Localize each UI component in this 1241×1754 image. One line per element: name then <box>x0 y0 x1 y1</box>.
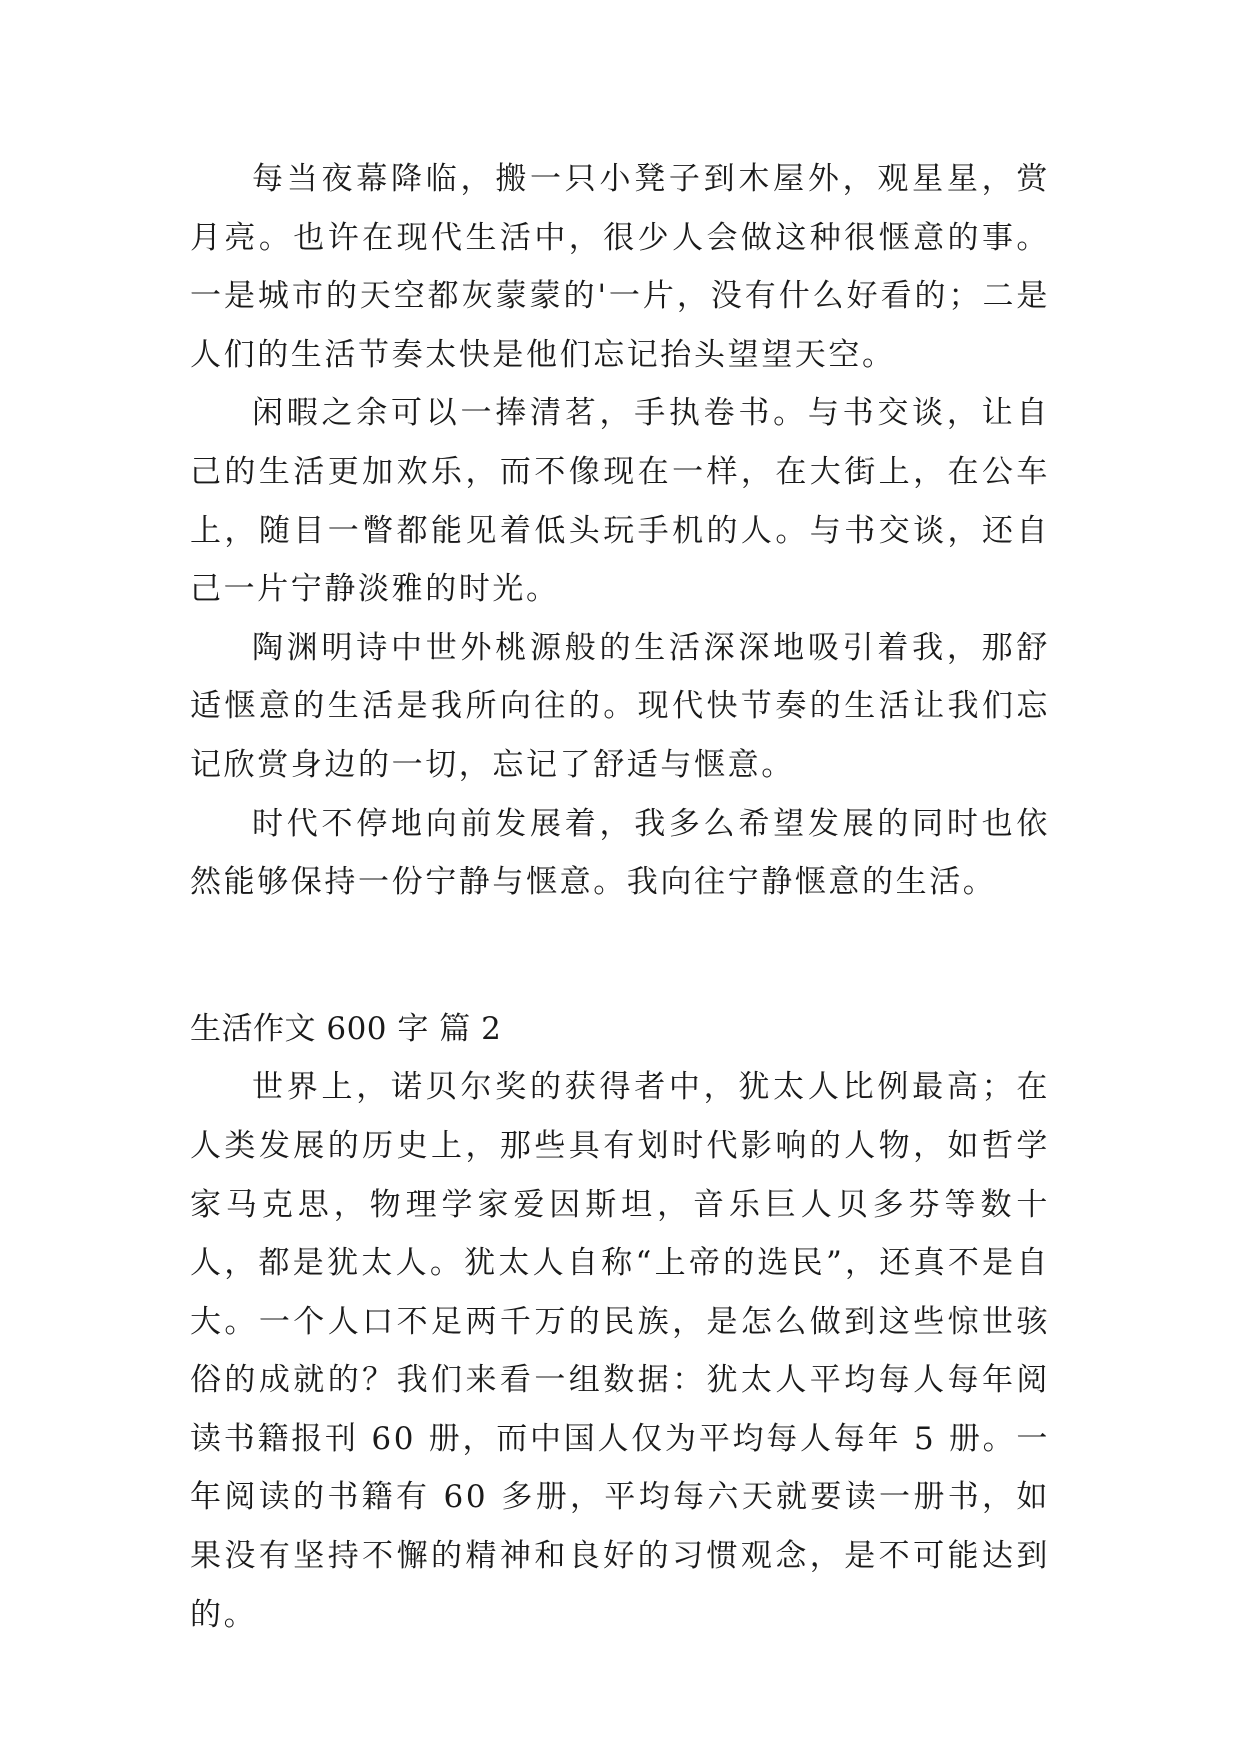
document-body <box>190 150 1050 1644</box>
paragraph-tao-yuanming: 陶渊明诗中世外桃源般的生活深深地吸引着我，那舒适惬意的生活是我所向往的。现代快节奏的生活让我们忘记欣赏身边的一切，忘记了舒适与惬意。 <box>190 629 1050 783</box>
paragraph-night-sky: 每当夜幕降临，搬一只小凳子到木屋外，观星星，赏月亮。也许在现代生活中，很少人会做这种很惬意的事。一是城市的天空都灰蒙蒙的'一片，没有什么好看的；二是人们的生活节奏太快是他们忘记抬头望望天空。 <box>190 161 1050 373</box>
paragraph-jewish-reading: 世界上，诺贝尔奖的获得者中，犹太人比例最高；在人类发展的历史上，那些具有划时代影响的人物，如哲学家马克思，物理学家爱因斯坦，音乐巨人贝多芬等数十人，都是犹太人。犹太人自称“上帝的选民”，还真不是自大。一个人口不足两千万的民族，是怎么做到这些惊世骇俗的成就的？我们来看一组数据：犹太人平均每人每年阅读书籍报刊 60 册，而中国人仅为平均每人每年 5 册。一年阅读的书籍有 60 多册，平均每六天就要读一册书，如果没有坚持不懈的精神和良好的习惯观念，是不可能达到的。 <box>190 1069 1050 1633</box>
paragraph-tranquil-life: 时代不停地向前发展着，我多么希望发展的同时也依然能够保持一份宁静与惬意。我向往宁静惬意的生活。 <box>190 805 1050 901</box>
section-heading: 生活作文 600 字 篇 2 <box>190 1010 502 1047</box>
paragraph-reading-leisure: 闲暇之余可以一捧清茗，手执卷书。与书交谈，让自己的生活更加欢乐，而不像现在一样，在大街上，在公车上，随目一瞥都能见着低头玩手机的人。与书交谈，还自己一片宁静淡雅的时光。 <box>190 395 1050 608</box>
